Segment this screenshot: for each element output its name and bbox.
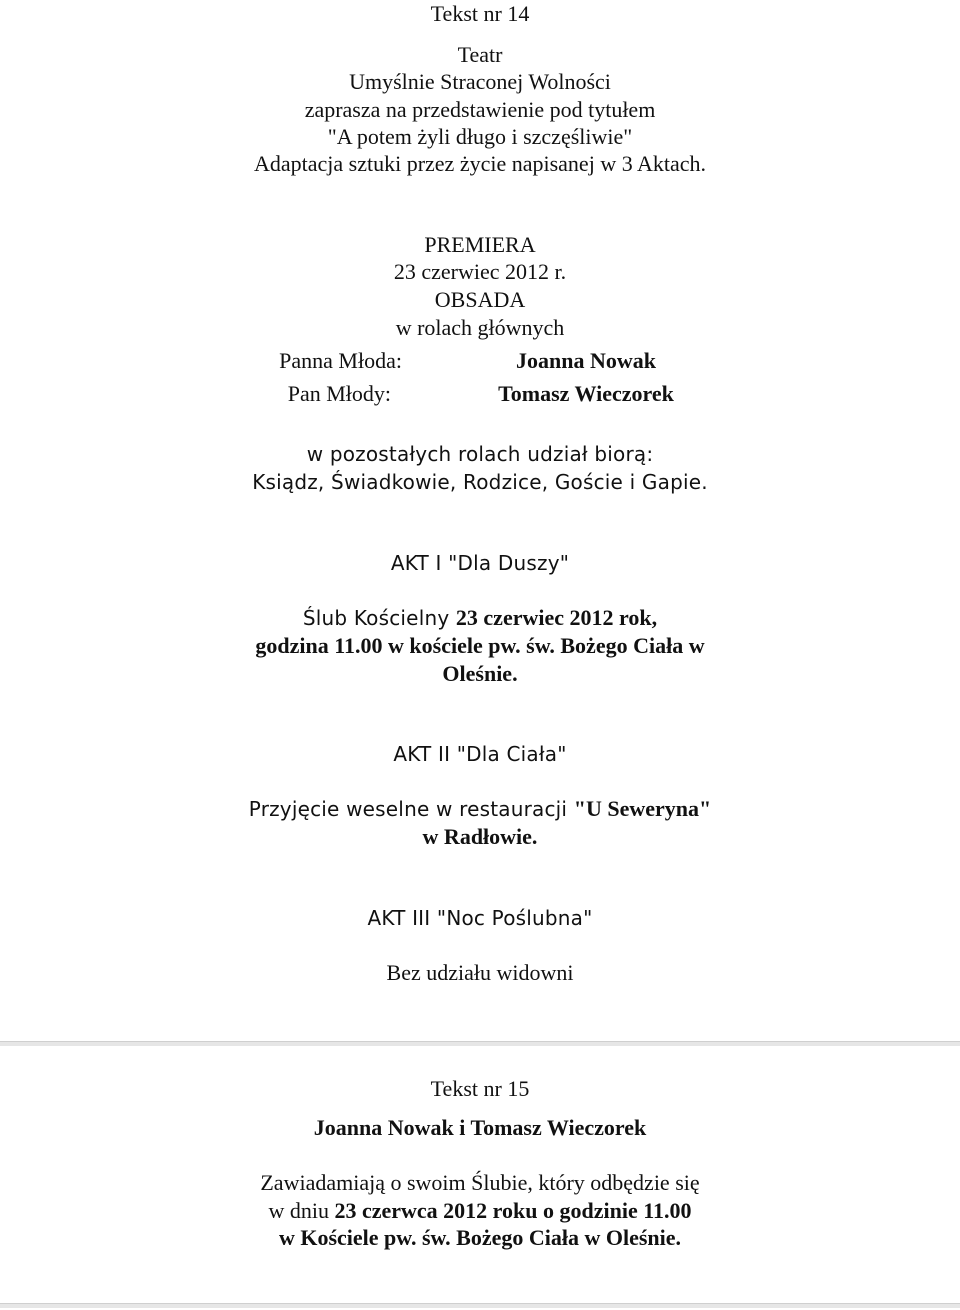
cast-subtitle: w rolach głównych — [395, 315, 565, 340]
section-divider — [0, 1041, 960, 1046]
cast-label: OBSADA — [434, 287, 526, 312]
cast-actor: Tomasz Wieczorek — [498, 381, 674, 406]
premiere-label: PREMIERA — [424, 232, 536, 257]
announcement-line1: Zawiadamiają o swoim Ślubie, który odbędzie się — [260, 1170, 700, 1195]
act1-line3: Oleśnie. — [442, 661, 518, 686]
act2-line1-prefix: Przyjęcie weselne w restauracji — [248, 797, 574, 821]
announcement-line2 — [0, 1197, 960, 1224]
act2-line1 — [0, 795, 960, 823]
theatre-name: Umyślnie Straconej Wolności — [349, 69, 611, 94]
premiere-date: 23 czerwiec 2012 r. — [393, 259, 567, 284]
text15-heading: Tekst nr 15 — [430, 1076, 530, 1101]
theatre-label: Teatr — [457, 42, 503, 67]
adaptation-text: Adaptacja sztuki przez życie napisanej w 3 Aktach. — [253, 151, 707, 176]
act1-title: AKT I "Dla Duszy" — [390, 551, 570, 575]
act2-line2: w Radłowie. — [422, 824, 538, 849]
act1-line1-prefix: Ślub Kościelny — [302, 606, 456, 630]
cast-role: Pan Młody: — [287, 381, 391, 406]
cast-actor: Joanna Nowak — [516, 348, 656, 373]
announcement-line3: w Kościele pw. św. Bożego Ciała w Oleśnie. — [278, 1225, 682, 1250]
act3-title: AKT III "Noc Poślubna" — [367, 906, 593, 930]
act1-line2: godzina 11.00 w kościele pw. św. Bożego Ciała w — [255, 633, 705, 658]
act2-line1-venue: "U Seweryna" — [573, 796, 712, 821]
announcement-date: 23 czerwca 2012 roku o godzinie 11.00 — [334, 1198, 692, 1223]
text14-heading: Tekst nr 14 — [430, 1, 530, 26]
act1-line1-date: 23 czerwiec 2012 rok, — [455, 605, 658, 630]
act1-line1 — [0, 604, 960, 632]
others-label: w pozostałych rolach udział biorą: — [306, 442, 654, 466]
announcement-line2-prefix: w dniu — [268, 1198, 335, 1223]
play-title: "A potem żyli długo i szczęśliwie" — [327, 124, 633, 149]
invite-text: zaprasza na przedstawienie pod tytułem — [304, 97, 656, 122]
cast-role: Panna Młoda: — [279, 348, 402, 373]
bottom-divider — [0, 1303, 960, 1308]
act2-title: AKT II "Dla Ciała" — [393, 742, 567, 766]
others-list: Ksiądz, Świadkowie, Rodzice, Goście i Gapie. — [252, 470, 708, 494]
couple-names: Joanna Nowak i Tomasz Wieczorek — [313, 1115, 647, 1140]
act3-line: Bez udziału widowni — [386, 960, 574, 985]
